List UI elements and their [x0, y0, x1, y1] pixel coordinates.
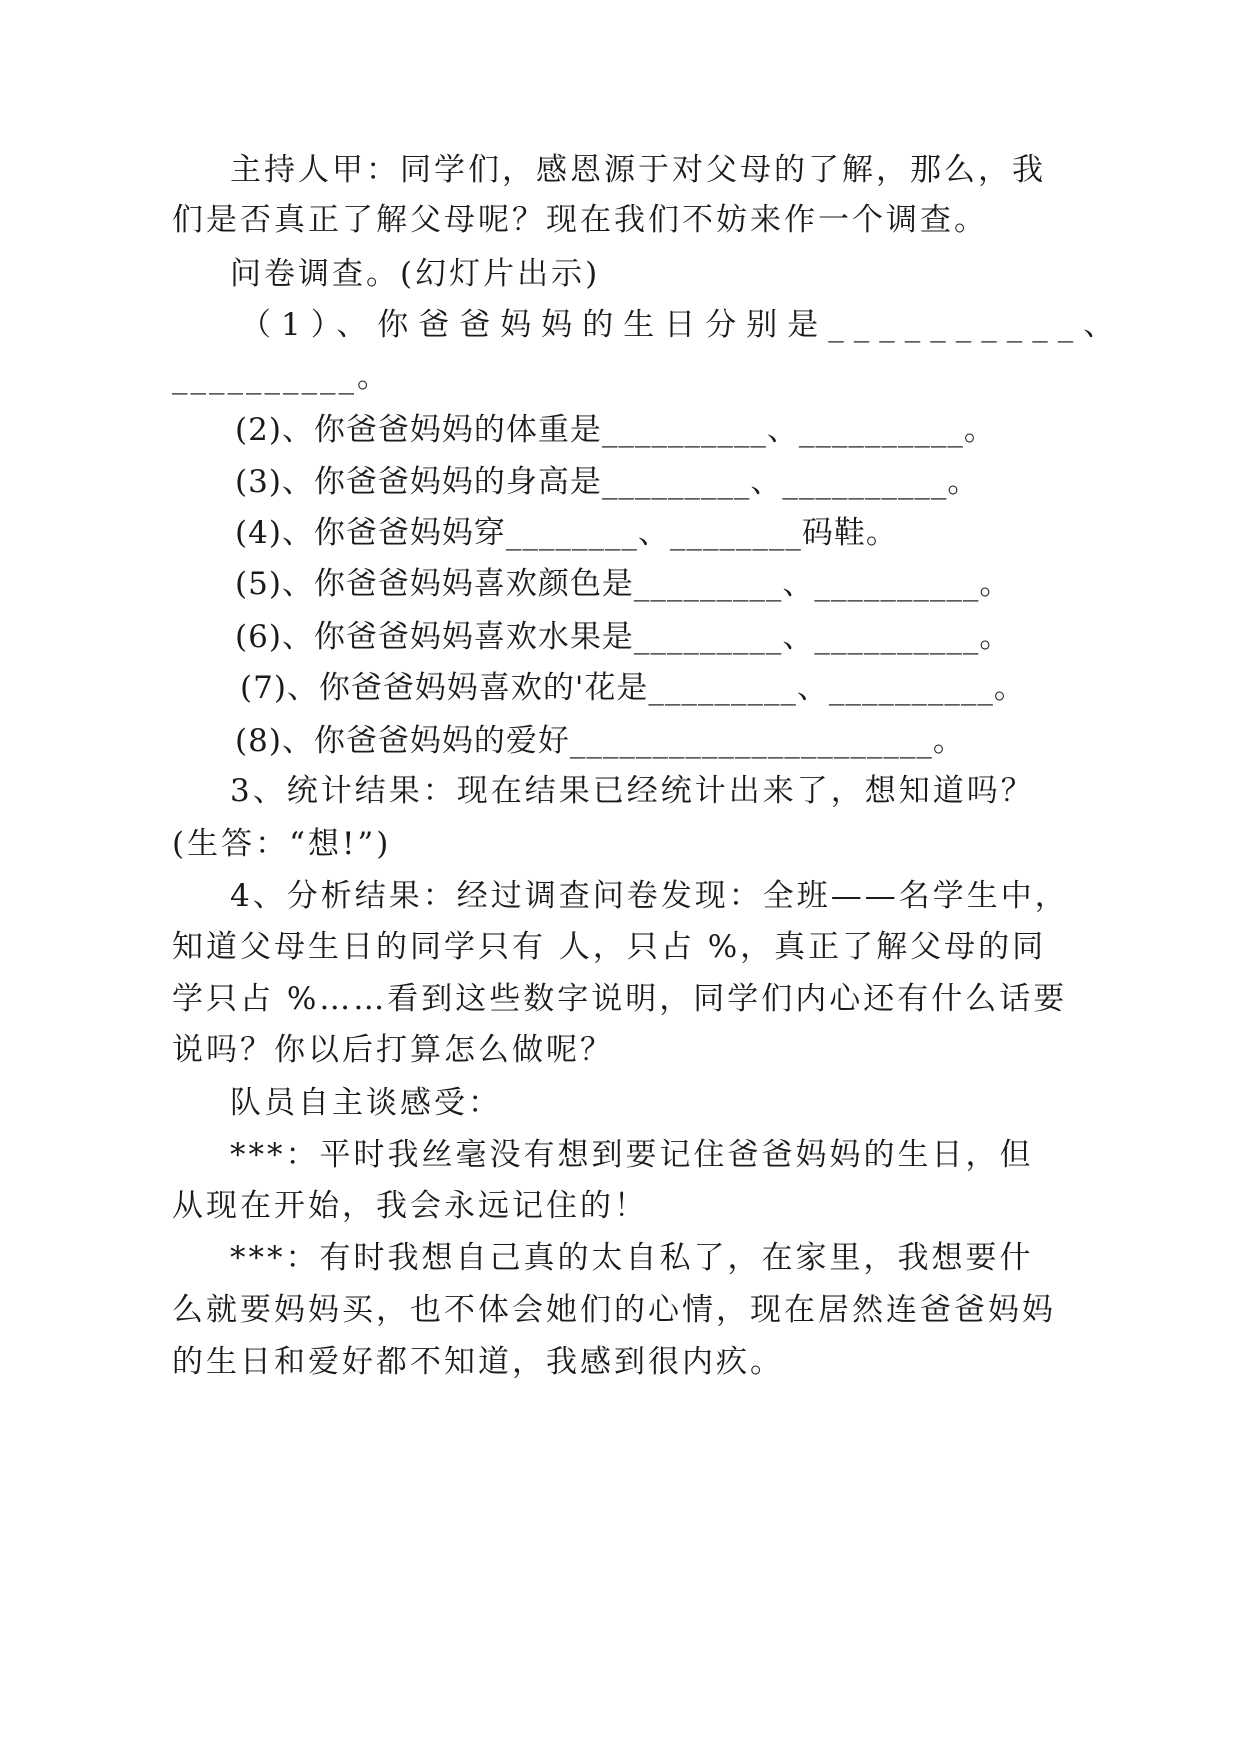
paragraph-line: 说吗？你以后打算怎么做呢？ — [172, 1032, 614, 1068]
paragraph-line: (7)、你爸爸妈妈喜欢的'花是_________、__________。 — [240, 670, 1026, 706]
paragraph-line: 学只占 %……看到这些数字说明，同学们内心还有什么话要 — [172, 981, 1068, 1017]
paragraph-line: 的生日和爱好都不知道，我感到很内疚。 — [172, 1344, 784, 1380]
paragraph-line: （1）、你爸爸妈妈的生日分别是__________、 — [240, 307, 1125, 343]
paragraph-line: 么就要妈妈买，也不体会她们的心情，现在居然连爸爸妈妈 — [172, 1292, 1056, 1328]
paragraph-line: 知道父母生日的同学只有 人，只占 %，真正了解父母的同 — [172, 929, 1047, 965]
paragraph-line: 4、分析结果：经过调查问卷发现：全班——名学生中， — [230, 878, 1069, 914]
paragraph-line: (3)、你爸爸妈妈的身高是_________、__________。 — [235, 464, 980, 500]
paragraph-line: 们是否真正了解父母呢？现在我们不妨来作一个调查。 — [172, 202, 988, 238]
paragraph-line: 队员自主谈感受： — [230, 1085, 502, 1121]
paragraph-line: 从现在开始，我会永远记住的！ — [172, 1188, 648, 1224]
paragraph-line: __________。 — [172, 359, 391, 395]
paragraph-line: 3、统计结果：现在结果已经统计出来了，想知道吗？ — [230, 773, 1035, 809]
paragraph-line: ***：有时我想自己真的太自私了，在家里，我想要什 — [230, 1240, 1034, 1276]
paragraph-line: ***：平时我丝毫没有想到要记住爸爸妈妈的生日，但 — [230, 1137, 1034, 1173]
paragraph-line: (8)、你爸爸妈妈的爱好______________________。 — [235, 723, 965, 759]
paragraph-line: 问卷调查。(幻灯片出示) — [230, 256, 601, 292]
paragraph-line: (5)、你爸爸妈妈喜欢颜色是_________、__________。 — [235, 566, 1012, 602]
paragraph-line: (生答：“想!”) — [172, 826, 392, 862]
paragraph-line: (6)、你爸爸妈妈喜欢水果是_________、__________。 — [235, 619, 1012, 655]
paragraph-line: 主持人甲：同学们，感恩源于对父母的了解，那么，我 — [230, 152, 1046, 188]
paragraph-line: (4)、你爸爸妈妈穿________、________码鞋。 — [235, 515, 898, 551]
paragraph-line: (2)、你爸爸妈妈的体重是__________、__________。 — [235, 412, 996, 448]
